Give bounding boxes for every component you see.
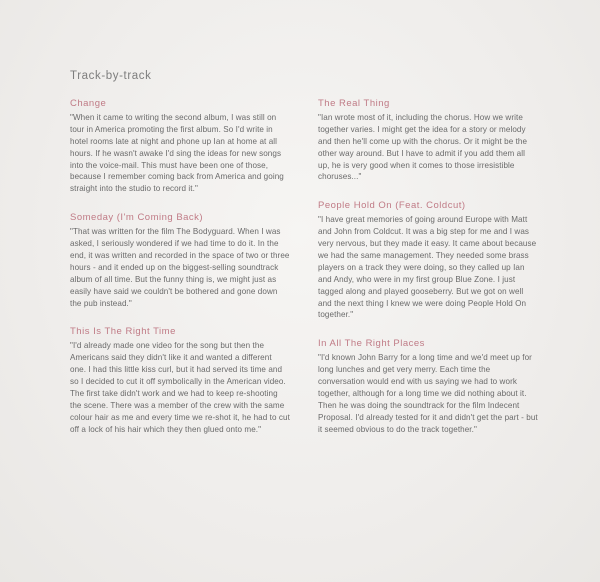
track-description: "When it came to writing the second album, I was still on tour in America promoting the first album. So I'd write in hotel rooms late at night and phone up Ian at home at all hours. If he wasn't awake I'd sing the ideas for new songs into the voice-mail. This must have been one of those, because I remember coming back from America and going straight into the studio to record it." [70, 113, 284, 194]
track-entry [318, 338, 538, 435]
track-entry [70, 326, 290, 435]
column-left [70, 98, 290, 453]
page-title: Track-by-track [70, 70, 152, 82]
track-title: Someday (I'm Coming Back) [70, 212, 204, 224]
column-right [318, 98, 538, 453]
track-description: "I'd known John Barry for a long time and we'd meet up for long lunches and get very merry. Each time the conversation would end with us saying we had to work together, although for a long time we did nothing about it. Then he was doing the soundtrack for the film Indecent Proposal. I'd already tested for it and didn't get the part - but it seemed obvious to do the track together." [318, 353, 538, 434]
text-columns [70, 98, 538, 453]
track-description: "That was written for the film The Bodyguard. When I was asked, I seriously wondered if we had time to do it. In the end, it was written and recorded in the space of two or three hours - and it ended up on the biggest-selling soundtrack album of all time. But the funny thing is, we might just as easily have said we couldn't be bothered and gone down the pub instead." [70, 227, 290, 308]
track-title: People Hold On (Feat. Coldcut) [318, 200, 466, 212]
track-entry [318, 98, 538, 183]
track-description: "I'd already made one video for the song but then the Americans said they didn't like it and wanted a different one. I had this little kiss curl, but it had served its time and so I decided to cut it off symbolically in the American video. The first take didn't work and we had to keep re-shooting the scene. There was a member of the crew with the same colour hair as me and every time we re-shot it, he had to cut off a lock of his hair which they then glued onto me." [70, 341, 290, 434]
track-title: Change [70, 98, 107, 109]
track-entry [70, 212, 290, 309]
track-description: "I have great memories of going around Europe with Matt and John from Coldcut. It was a big step for me and I was very nervous, but they made it easy. It came about because we had the same management. They needed some brass players on a track they were doing, so they called up Ian and Andy, who were in my first group Blue Zone. I just tagged along and played gooseberry. But we got on well and the next thing I knew we were doing People Hold On together." [318, 215, 537, 320]
track-entry [70, 98, 290, 195]
track-title: This Is The Right Time [70, 326, 176, 338]
track-title: The Real Thing [318, 98, 390, 109]
track-entry [318, 200, 538, 321]
track-description: "Ian wrote most of it, including the chorus. How we write together varies. I might get the idea for a story or melody and then he'll come up with the chorus. Or it might be the other way around. But I have to admit if you add them all up, he is very good when it comes to those irresistible choruses..." [318, 113, 528, 182]
track-title: In All The Right Places [318, 338, 425, 350]
page-content [70, 70, 538, 453]
